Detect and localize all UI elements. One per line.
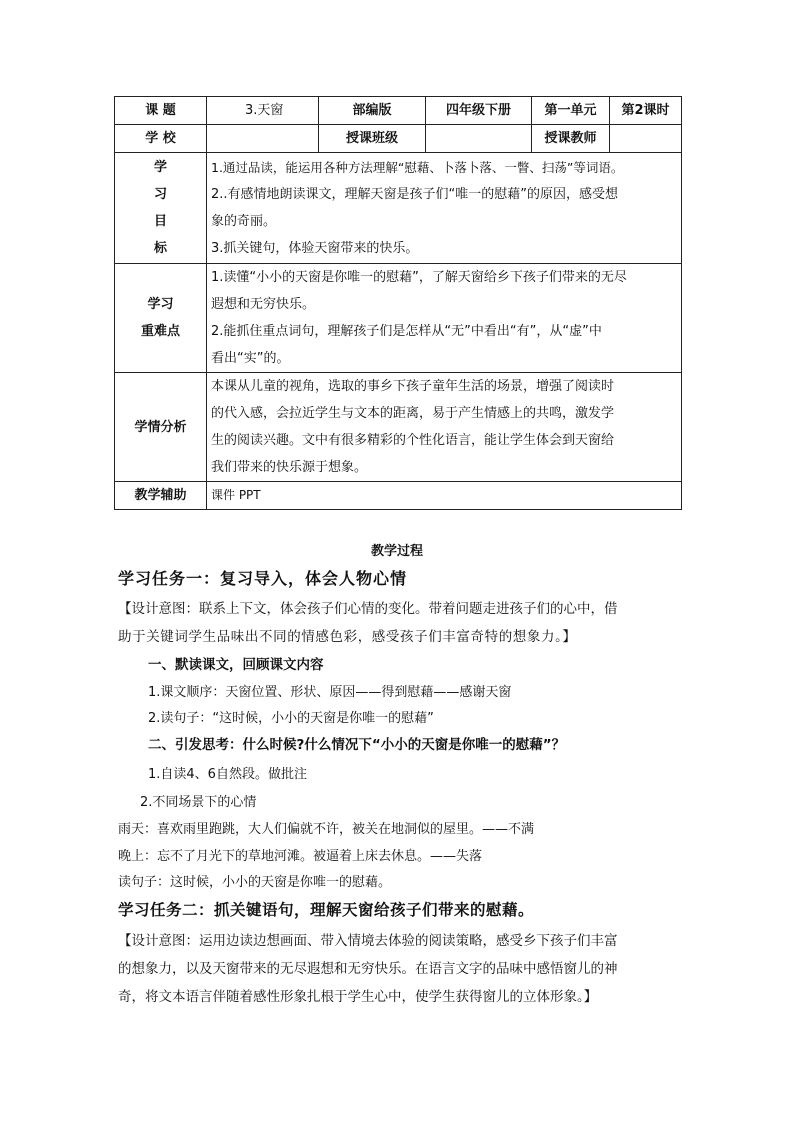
goals-item: 1.通过品读，能运用各种方法理解“慰藉、卜落卜落、一瞥、扫荡”等词语。 (211, 160, 624, 175)
analysis-item: 我们带来的快乐源于想象。 (211, 460, 368, 475)
scene-line: 雨天：喜欢雨里跑跳，大人们偏就不许，被关在地洞似的屋里。——不满 (118, 822, 535, 837)
task2-intent-line: 奇，将文本语言伴随着感性形象扎根于学生心中，使学生获得窗儿的立体形象。】 (118, 989, 598, 1005)
task2-intent-line: 【设计意图：运用边读边想画面、带入情境去体验的阅读策略，感受乡下孩子们丰富 (118, 933, 618, 949)
goals-content (207, 153, 682, 264)
aids-value: 课件 PPT (207, 482, 682, 510)
task1-sub1-heading: 一、默读课文，回顾课文内容 (148, 657, 324, 673)
task1-intent-line: 【设计意图：联系上下文，体会孩子们心情的变化。带着问题走进孩子们的心中，借 (118, 601, 618, 617)
key-points-item: 2.能抓住重点词句，理解孩子们是怎样从“无”中看出“有”，从“虚”中 (211, 324, 602, 339)
analysis-item: 本课从儿童的视角，选取的事乡下孩子童年生活的场景，增强了阅读时 (211, 379, 615, 394)
school-value (207, 125, 319, 153)
goals-item: 象的奇丽。 (211, 214, 277, 229)
task1-intent-line: 助于关键词学生品味出不同的情感色彩，感受孩子们丰富奇特的想象力。】 (118, 629, 577, 645)
goals-label-char: 学 (153, 160, 167, 175)
key-points-label-line: 重难点 (140, 324, 180, 339)
edition: 部编版 (319, 97, 426, 125)
goals-label (115, 153, 207, 264)
analysis-content (207, 373, 682, 482)
unit: 第一单元 (532, 97, 610, 125)
task1-heading: 学习任务一：复习导入，体会人物心情 (118, 569, 408, 588)
key-points-item: 1.读懂“小小的天窗是你唯一的慰藉”，了解天窗给乡下孩子们带来的无尽 (211, 270, 627, 285)
task1-sub2-item: 1.自读4、6自然段。做批注 (148, 767, 307, 782)
goals-label-char: 习 (153, 187, 167, 202)
aids-label: 教学辅助 (115, 482, 207, 510)
process-title: 教学过程 (370, 544, 423, 559)
key-points-item: 看出“实”的。 (211, 351, 290, 366)
row-aids (115, 482, 682, 510)
analysis-item: 的代入感，会拉近学生与文本的距离，易于产生情感上的共鸣，激发学 (211, 406, 615, 421)
teacher-value (610, 125, 682, 153)
class-label: 授课班级 (319, 125, 426, 153)
task2-heading: 学习任务二：抓关键语句，理解天窗给孩子们带来的慰藉。 (118, 900, 535, 919)
key-points-label (115, 264, 207, 373)
key-points-item: 遐想和无穷快乐。 (211, 297, 316, 312)
task2-intent-line: 的想象力，以及天窗带来的无尽遐想和无穷快乐。在语言文字的品味中感悟窗儿的神 (118, 961, 618, 977)
scene-line: 晚上：忘不了月光下的草地河滩。被逼着上床去休息。——失落 (118, 849, 483, 864)
goals-item: 2..有感情地朗读课文，理解天窗是孩子们“唯一的慰藉”的原因，感受想 (211, 187, 619, 202)
key-points-label-line: 学习 (147, 297, 174, 312)
row-subject (115, 97, 682, 125)
analysis-label: 学情分析 (115, 373, 207, 482)
goals-item: 3.抓关键句，体验天窗带来的快乐。 (211, 241, 419, 256)
subject-value: 3.天窗 (207, 97, 319, 125)
analysis-item: 生的阅读兴趣。文中有很多精彩的个性化语言，能让学生体会到天窗给 (211, 433, 615, 448)
scene-line: 读句子：这时候，小小的天窗是你唯一的慰藉。 (118, 875, 392, 890)
grade: 四年级下册 (426, 97, 532, 125)
task1-sub2-heading: 二、引发思考：什么时候?什么情况下“小小的天窗是你唯一的慰藉”？ (148, 737, 566, 753)
goals-label-char: 标 (153, 241, 167, 256)
key-points-content (207, 264, 682, 373)
subject-label: 课 题 (115, 97, 207, 125)
school-label: 学 校 (115, 125, 207, 153)
lesson-info-table (114, 96, 682, 510)
class-value (426, 125, 532, 153)
task1-sub1-item: 1.课文顺序：天窗位置、形状、原因——得到慰藉——感谢天窗 (148, 685, 512, 700)
task1-sub2-item: 2.不同场景下的心情 (140, 795, 257, 810)
lesson: 第2课时 (610, 97, 682, 125)
row-analysis (115, 373, 682, 482)
row-school (115, 125, 682, 153)
row-key-points (115, 264, 682, 373)
task1-sub1-item: 2.读句子：“这时候，小小的天窗是你唯一的慰藉” (148, 711, 434, 726)
row-goals (115, 153, 682, 264)
goals-label-char: 目 (153, 214, 167, 229)
teacher-label: 授课教师 (532, 125, 610, 153)
